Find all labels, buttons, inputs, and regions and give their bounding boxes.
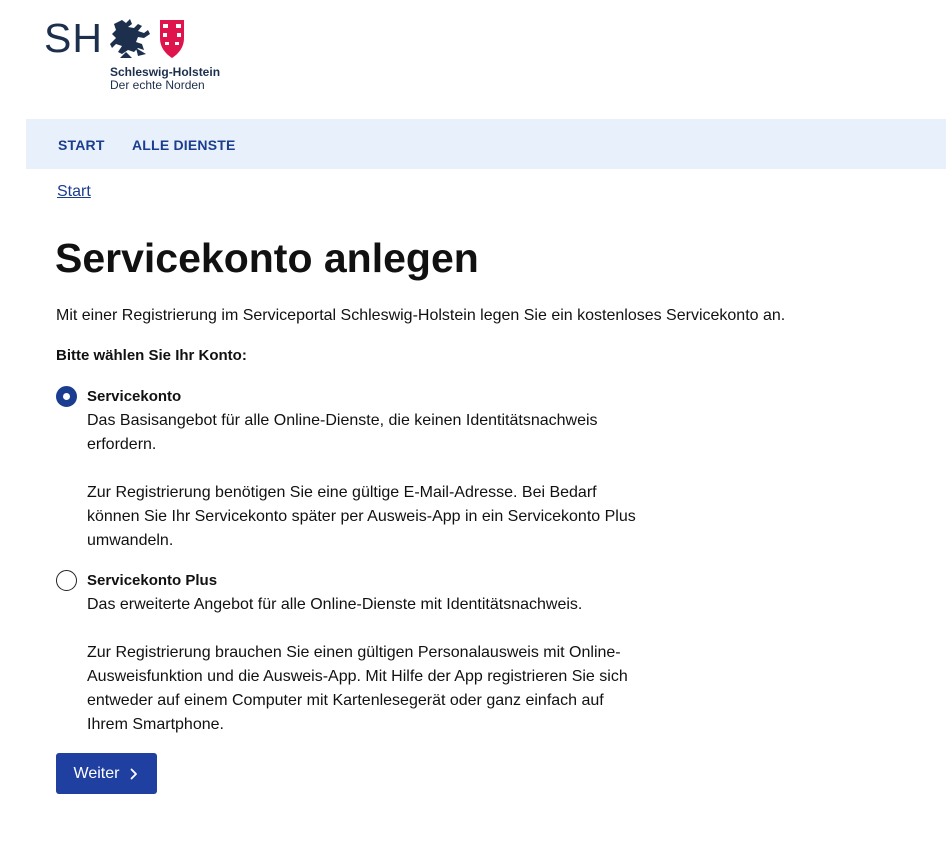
option-title[interactable]: Servicekonto bbox=[87, 388, 182, 405]
main-navigation bbox=[26, 119, 946, 169]
option-description-line: Das erweiterte Angebot für alle Online-Dienste mit Identitätsnachweis. bbox=[87, 596, 583, 613]
weiter-button[interactable] bbox=[56, 753, 157, 794]
option-description-line: Zur Registrierung brauchen Sie einen gültigen Personalausweis mit Online- bbox=[87, 644, 621, 661]
weiter-button-label: Weiter bbox=[73, 764, 120, 782]
account-question-label: Bitte wählen Sie Ihr Konto: bbox=[56, 347, 247, 364]
logo-claim: Der echte Norden bbox=[110, 78, 205, 92]
site-logo[interactable] bbox=[44, 16, 244, 96]
sh-coat-of-arms-icon bbox=[108, 18, 188, 60]
nav-item-start[interactable]: START bbox=[58, 137, 105, 153]
option-description-line: Ihrem Smartphone. bbox=[87, 716, 224, 733]
chevron-right-icon bbox=[129, 768, 139, 780]
radio-servicekonto-plus[interactable] bbox=[56, 570, 77, 591]
option-description bbox=[87, 409, 657, 553]
intro-text: Mit einer Registrierung im Serviceportal Schleswig-Holstein legen Sie ein kostenloses Servicekonto an. bbox=[56, 307, 786, 324]
nav-item-alle-dienste[interactable]: ALLE DIENSTE bbox=[132, 137, 236, 153]
option-description-line: Ausweisfunktion und die Ausweis-App. Mit Hilfe der App registrieren Sie sich bbox=[87, 668, 628, 685]
page-title: Servicekonto anlegen bbox=[55, 235, 479, 281]
option-title[interactable]: Servicekonto Plus bbox=[87, 572, 218, 589]
breadcrumb-link-start[interactable]: Start bbox=[57, 183, 91, 200]
option-description-line: können Sie Ihr Servicekonto später per Ausweis-App in ein Servicekonto Plus bbox=[87, 508, 636, 525]
radio-servicekonto[interactable] bbox=[56, 386, 77, 407]
option-description bbox=[87, 593, 657, 737]
option-description-line: Das Basisangebot für alle Online-Dienste, die keinen Identitätsnachweis bbox=[87, 412, 598, 429]
logo-abbreviation: SH bbox=[44, 15, 103, 61]
option-description-line: umwandeln. bbox=[87, 532, 174, 549]
option-description-line: erfordern. bbox=[87, 436, 157, 453]
option-description-line: entweder auf einem Computer mit Kartenlesegerät oder ganz einfach auf bbox=[87, 692, 604, 709]
option-description-line: Zur Registrierung benötigen Sie eine gültige E-Mail-Adresse. Bei Bedarf bbox=[87, 484, 597, 501]
logo-name: Schleswig-Holstein bbox=[110, 65, 221, 79]
